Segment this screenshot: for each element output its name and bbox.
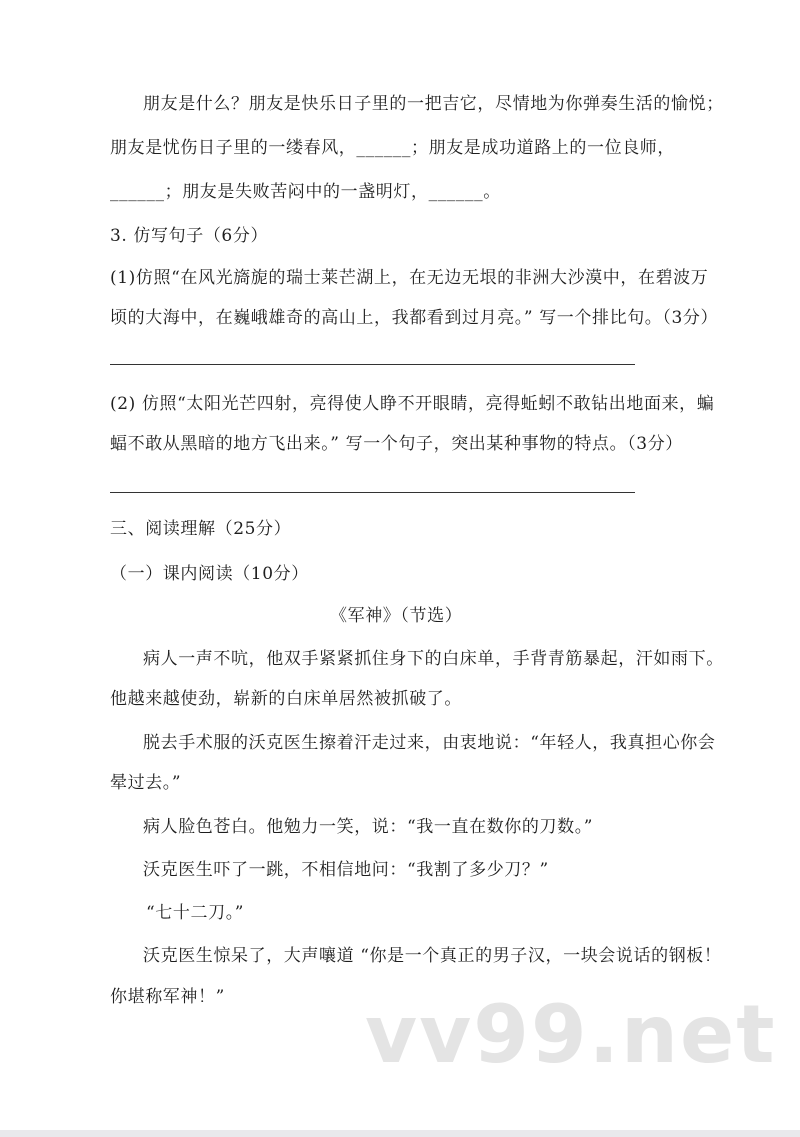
fill-paragraph-line-1: 朋友是什么？朋友是快乐日子里的一把吉它，尽情地为你弹奏生活的愉悦； (143, 94, 724, 114)
page-bottom-edge (0, 1130, 800, 1137)
fill-paragraph-line-3: ______；朋友是失败苦闷中的一盏明灯，______。 (110, 182, 501, 202)
passage-line-9: 你堪称军神！” (110, 987, 225, 1007)
passage-line-1: 病人一声不吭，他双手紧紧抓住身下的白床单，手背青筋暴起，汗如雨下。 (143, 649, 724, 669)
passage-line-8: 沃克医生惊呆了，大声嚷道 “你是一个真正的男子汉，一块会说话的钢板！ (143, 946, 722, 966)
passage-line-5: 病人脸色苍白。他勉力一笑，说：“我一直在数你的刀数。” (143, 817, 594, 837)
question-3-part-1-line-2: 顷的大海中，在巍峨雄奇的高山上，我都看到过月亮。” 写一个排比句。（3分） (110, 308, 719, 328)
answer-line-2[interactable] (110, 492, 635, 493)
question-3-part-1-line-1: (1)仿照“在风光旖旎的瑞士莱芒湖上，在无边无垠的非洲大沙漠中，在碧波万 (110, 268, 709, 288)
question-3-part-2-line-1: (2) 仿照“太阳光芒四射，亮得使人睁不开眼睛，亮得蚯蚓不敢钻出地面来，蝙 (110, 394, 715, 414)
question-3-part-2-line-2: 蝠不敢从黑暗的地方飞出来。” 写一个句子，突出某种事物的特点。（3分） (110, 434, 683, 454)
section-3-heading: 三、阅读理解（25分） (110, 519, 292, 539)
passage-line-7: “七十二刀。” (146, 903, 245, 923)
watermark: vv99.net (365, 988, 777, 1081)
passage-line-6: 沃克医生吓了一跳，不相信地问：“我割了多少刀？” (143, 860, 549, 880)
passage-line-3: 脱去手术服的沃克医生擦着汗走过来，由衷地说：“年轻人，我真担心你会 (143, 733, 716, 753)
passage-title: 《军神》（节选） (330, 606, 463, 626)
fill-paragraph-line-2: 朋友是忧伤日子里的一缕春风，______；朋友是成功道路上的一位良师， (110, 138, 675, 158)
answer-line-1[interactable] (110, 364, 635, 365)
passage-line-4: 晕过去。” (110, 773, 182, 793)
passage-line-2: 他越来越使劲，崭新的白床单居然被抓破了。 (110, 689, 462, 709)
question-3-heading: 3. 仿写句子（6分） (110, 226, 269, 246)
section-3-subheading: （一）课内阅读（10分） (110, 564, 309, 584)
